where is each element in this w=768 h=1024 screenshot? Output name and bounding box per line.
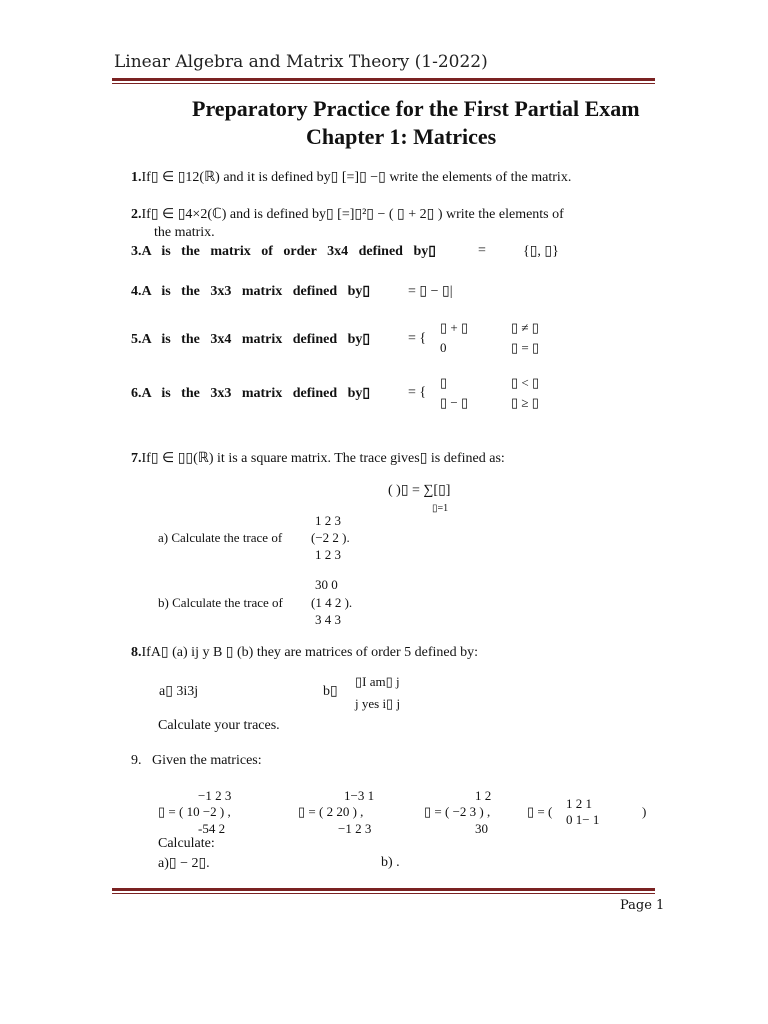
trace-formula-subscript: ▯=1 bbox=[432, 503, 449, 514]
question-8 bbox=[131, 644, 478, 661]
question-text: Given the matrices: bbox=[152, 753, 262, 768]
question-number: 9. bbox=[131, 753, 142, 768]
question-2-continuation: the matrix. bbox=[154, 225, 215, 240]
question-number: 8. bbox=[131, 645, 142, 660]
matrix-B-row-3: −1 2 3 bbox=[338, 821, 372, 836]
question-7a-text: a) Calculate the trace of bbox=[158, 530, 283, 545]
question-4-rhs: = ▯ − ▯| bbox=[408, 284, 453, 299]
question-text: IfA▯ (a) ij y B ▯ (b) they are matrices of order 5 defined by: bbox=[141, 645, 479, 660]
footer-rule bbox=[112, 888, 655, 891]
question-6 bbox=[131, 385, 370, 402]
question-text: A is the 3x4 matrix defined by▯ bbox=[141, 332, 371, 347]
matrix-C-row-2: ▯ = ( −2 3 ) , bbox=[424, 804, 491, 819]
question-6-cond-2: ▯ ≥ ▯ bbox=[511, 395, 539, 410]
matrix-D-row-1: 1 2 1 bbox=[566, 796, 592, 811]
question-6-cond-1: ▯ < ▯ bbox=[511, 375, 540, 390]
matrix-b-row-3: 3 4 3 bbox=[315, 612, 341, 627]
footer-rule-thin bbox=[112, 893, 655, 894]
b-definition: b▯ bbox=[323, 684, 338, 699]
question-7b-text: b) Calculate the trace of bbox=[158, 595, 283, 610]
matrix-D-close: ) bbox=[642, 804, 647, 819]
matrix-a-row-3: 1 2 3 bbox=[315, 547, 341, 562]
question-5-brace: = { bbox=[408, 331, 427, 346]
question-4 bbox=[131, 283, 370, 300]
question-text: A is the matrix of order 3x4 defined by▯ bbox=[141, 244, 436, 259]
matrix-A-row-3: -54 2 bbox=[198, 821, 226, 836]
question-5-cond-2: ▯ = ▯ bbox=[511, 340, 540, 355]
matrix-B-row-1: 1−3 1 bbox=[344, 788, 375, 803]
part-a: a)▯ − 2▯. bbox=[158, 856, 210, 871]
trace-formula: ( )▯ = ∑[▯] bbox=[388, 483, 451, 498]
part-b: b) . bbox=[381, 855, 400, 870]
matrix-b-row-2: (1 4 2 ). bbox=[311, 595, 353, 610]
matrix-a-row-2: (−2 2 ). bbox=[311, 530, 350, 545]
question-text: If▯ ∈ ▯▯(ℝ) it is a square matrix. The trace gives▯ is defined as: bbox=[141, 451, 505, 466]
question-5-case-2: 0 bbox=[440, 340, 447, 355]
question-2 bbox=[131, 206, 564, 223]
question-number: 5. bbox=[131, 332, 142, 347]
question-text: A is the 3x3 matrix defined by▯ bbox=[141, 284, 371, 299]
question-6-case-2: ▯ − ▯ bbox=[440, 395, 469, 410]
question-7 bbox=[131, 450, 505, 467]
question-number: 6. bbox=[131, 386, 142, 401]
b-case-2: j yes i▯ j bbox=[355, 696, 401, 711]
question-number: 2. bbox=[131, 207, 142, 222]
question-3 bbox=[131, 243, 436, 260]
b-case-1: ▯I am▯ j bbox=[355, 674, 400, 689]
header-rule bbox=[112, 78, 655, 81]
question-text: A is the 3x3 matrix defined by▯ bbox=[141, 386, 371, 401]
question-number: 7. bbox=[131, 451, 142, 466]
matrix-A-row-2: ▯ = ( 10 −2 ) , bbox=[158, 804, 231, 819]
question-6-case-1: ▯ bbox=[440, 375, 448, 390]
question-number: 3. bbox=[131, 244, 142, 259]
matrix-D-row-2: 0 1− 1 bbox=[566, 812, 600, 827]
question-5-cond-1: ▯ ≠ ▯ bbox=[511, 320, 539, 335]
question-6-brace: = { bbox=[408, 385, 427, 400]
page-title: Preparatory Practice for the First Partial Exam bbox=[192, 96, 640, 121]
question-3-equals: = bbox=[478, 243, 486, 258]
matrix-a-row-1: 1 2 3 bbox=[315, 513, 341, 528]
matrix-D-open: ▯ = ( bbox=[527, 804, 553, 819]
calculate-label: Calculate: bbox=[158, 836, 215, 851]
question-5 bbox=[131, 331, 370, 348]
question-number: 1. bbox=[131, 170, 142, 185]
a-definition: a▯ 3i3j bbox=[159, 684, 199, 699]
question-9 bbox=[131, 753, 262, 769]
matrix-B-row-2: ▯ = ( 2 20 ) , bbox=[298, 804, 364, 819]
question-text: If▯ ∈ ▯4×2(ℂ) and is defined by▯ [=]▯²▯ − ( ▯ + 2▯ ) write the elements of bbox=[141, 207, 564, 222]
matrix-C-row-1: 1 2 bbox=[475, 788, 492, 803]
question-3-set: {▯, ▯} bbox=[523, 244, 559, 259]
chapter-title: Chapter 1: Matrices bbox=[306, 124, 497, 149]
question-5-case-1: ▯ + ▯ bbox=[440, 320, 469, 335]
page-number: Page 1 bbox=[620, 898, 665, 913]
matrix-C-row-3: 30 bbox=[475, 821, 488, 836]
running-header: Linear Algebra and Matrix Theory (1-2022) bbox=[114, 52, 488, 72]
matrix-b-row-1: 30 0 bbox=[315, 577, 338, 592]
header-rule-thin bbox=[112, 83, 655, 84]
question-1 bbox=[131, 169, 571, 186]
question-text: If▯ ∈ ▯12(ℝ) and it is defined by▯ [=]▯ −▯ write the elements of the matrix. bbox=[141, 170, 572, 185]
matrix-A-row-1: −1 2 3 bbox=[198, 788, 232, 803]
question-number: 4. bbox=[131, 284, 142, 299]
question-8-tail: Calculate your traces. bbox=[158, 718, 280, 733]
